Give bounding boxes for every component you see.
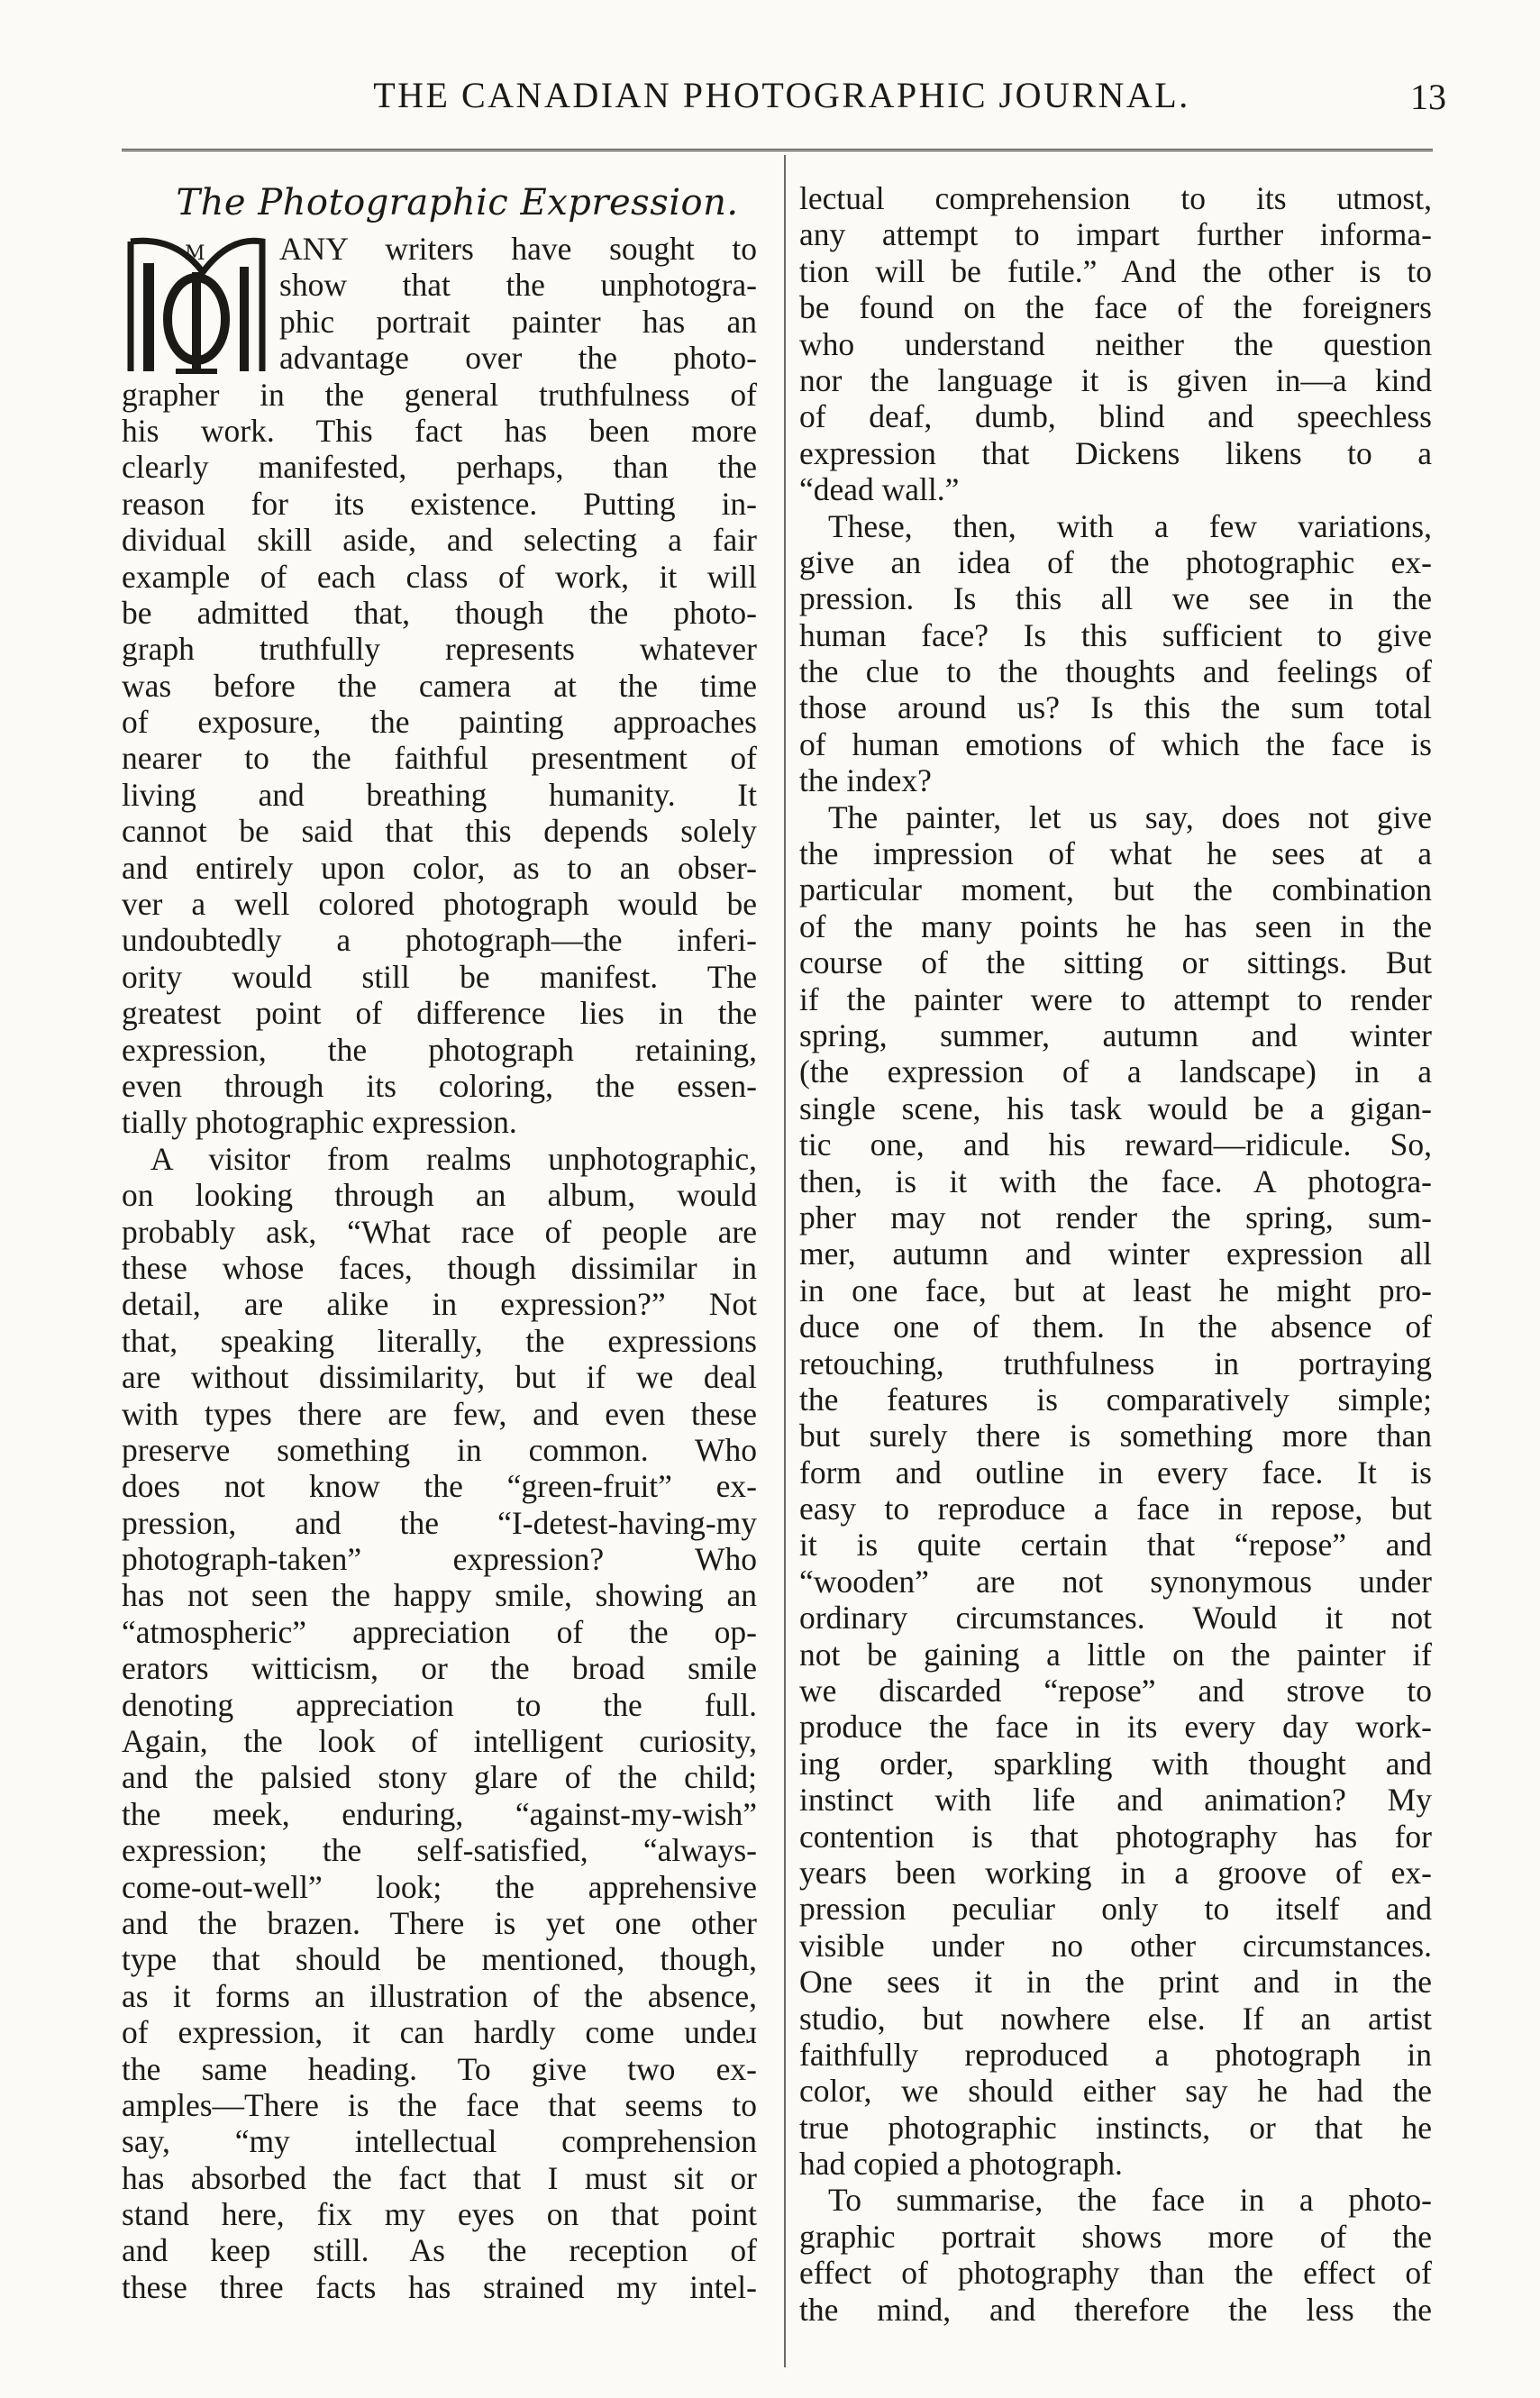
text-line: say, “my intellectual comprehension	[122, 2123, 757, 2160]
text-line: with types there are few, and even these	[122, 1395, 757, 1432]
text-line: pher may not render the spring, sum-	[799, 1199, 1432, 1235]
text-line: be found on the face of the foreigners	[799, 289, 1432, 326]
text-line: the same heading. To give two ex-	[122, 2050, 757, 2087]
text-line: dividual skill aside, and selecting a fair	[122, 522, 757, 559]
text-line: of human emotions of which the face is	[799, 725, 1432, 762]
article-title: The Photographic Expression.	[176, 182, 739, 223]
text-line: expression; the self-satisfied, “always-	[122, 1832, 757, 1869]
text-line: give an idea of the photographic ex-	[799, 543, 1432, 580]
text-line: produce the face in its every day work-	[799, 1709, 1432, 1746]
text-line: then, is it with the face. A photogra-	[799, 1163, 1432, 1199]
text-line: The painter, let us say, does not give	[828, 798, 1432, 835]
left-column	[122, 180, 757, 2305]
text-line: does not know the “green-fruit” ex-	[122, 1468, 757, 1505]
text-line: that, speaking literally, the expressions	[122, 1322, 757, 1359]
text-line: mer, autumn and winter expression all	[799, 1235, 1432, 1272]
text-line: One sees it in the print and in the	[799, 1964, 1432, 2001]
text-line: To summarise, the face in a photo-	[828, 2182, 1432, 2219]
text-line: denoting appreciation to the full.	[122, 1686, 757, 1723]
text-line: was before the camera at the time	[122, 667, 757, 704]
text-line: probably ask, “What race of people are	[122, 1213, 757, 1250]
text-line: Again, the look of intelligent curiosity,	[122, 1723, 757, 1760]
text-line: the mind, and therefore the less the	[799, 2291, 1432, 2328]
text-line: years been working in a groove of ex-	[799, 1854, 1432, 1891]
right-column	[799, 180, 1432, 2328]
text-line: visible under no other circumstances.	[799, 1927, 1432, 1964]
text-line: easy to reproduce a face in repose, but	[799, 1491, 1432, 1527]
text-line: tion will be futile.” And the other is to	[799, 252, 1432, 289]
text-line: the impression of what he sees at a	[799, 835, 1432, 872]
text-line: who understand neither the question	[799, 325, 1432, 362]
right-column-text	[799, 180, 1432, 2328]
text-line: ordinary circumstances. Would it not	[799, 1600, 1432, 1637]
text-line: greatest point of difference lies in the	[122, 995, 757, 1032]
header-rule	[122, 149, 1433, 151]
text-line: but surely there is something more than	[799, 1418, 1432, 1454]
text-line: had copied a photograph.	[799, 2146, 1123, 2183]
text-line: be admitted that, though the photo-	[122, 594, 757, 631]
text-line: and entirely upon color, as to an obser-	[122, 849, 757, 886]
text-line: expression that Dickens likens to a	[799, 434, 1432, 471]
text-line: spring, summer, autumn and winter	[799, 1017, 1432, 1053]
text-line: graph truthfully represents whatever	[122, 631, 757, 668]
text-line: come-out-well” look; the apprehensive	[122, 1868, 757, 1905]
text-line: A visitor from realms unphotographic,	[150, 1140, 757, 1177]
text-line: These, then, with a few variations,	[828, 507, 1432, 544]
text-line: photograph-taken” expression? Who	[122, 1541, 757, 1578]
text-line: advantage over the photo-	[279, 340, 757, 377]
text-line: has absorbed the fact that I must sit or	[122, 2159, 757, 2196]
text-line: ority would still be manifest. The	[122, 958, 757, 995]
text-line: undoubtedly a photograph—the inferi-	[122, 922, 757, 959]
text-line: as it forms an illustration of the absence,	[122, 1977, 757, 2014]
text-line: of exposure, the painting approaches	[122, 704, 757, 741]
text-line: “dead wall.”	[799, 471, 960, 508]
text-line: not be gaining a little on the painter if	[799, 1636, 1432, 1673]
text-line: detail, are alike in expression?” Not	[122, 1286, 757, 1323]
text-line: of deaf, dumb, blind and speechless	[799, 398, 1432, 435]
text-line: studio, but nowhere else. If an artist	[799, 2000, 1432, 2037]
text-line: pression. Is this all we see in the	[799, 580, 1432, 617]
text-line: pression, and the “I-detest-having-my	[122, 1504, 757, 1541]
text-line: course of the sitting or sittings. But	[799, 944, 1432, 981]
text-line: and keep still. As the reception of	[122, 2232, 757, 2269]
text-line: human face? Is this sufficient to give	[799, 616, 1432, 653]
text-line: “atmospheric” appreciation of the op-	[122, 1613, 757, 1650]
text-line: contention is that photography has for	[799, 1818, 1432, 1855]
text-line: amples—There is the face that seems to	[122, 2086, 757, 2123]
text-line: expression, the photograph retaining,	[122, 1031, 757, 1068]
text-line: phic portrait painter has an	[279, 303, 757, 340]
text-line: grapher in the general truthfulness of	[122, 376, 757, 413]
text-line: tially photographic expression.	[122, 1104, 517, 1141]
text-line: and the palsied stony glare of the child;	[122, 1759, 757, 1796]
journal-title: THE CANADIAN PHOTOGRAPHIC JOURNAL.	[373, 75, 1190, 115]
text-line: graphic portrait shows more of the	[799, 2218, 1432, 2255]
text-line: and the brazen. There is yet one other	[122, 1904, 757, 1941]
column-divider	[784, 155, 786, 2367]
text-line: those around us? Is this the sum total	[799, 689, 1432, 726]
text-line: any attempt to impart further informa-	[799, 216, 1432, 253]
text-line: these three facts has strained my intel-	[122, 2268, 757, 2305]
text-line: nearer to the faithful presentment of	[122, 740, 757, 777]
text-line: particular moment, but the combination	[799, 871, 1432, 908]
text-line: in one face, but at least he might pro-	[799, 1272, 1432, 1308]
text-line: if the painter were to attempt to render	[799, 980, 1432, 1017]
text-line: erators witticism, or the broad smile	[122, 1650, 757, 1687]
text-line: of expression, it can hardly come undeɹ	[122, 2014, 757, 2051]
text-line: single scene, his task would be a gigan-	[799, 1090, 1432, 1126]
text-line: stand here, fix my eyes on that point	[122, 2196, 757, 2233]
text-line: the features is comparatively simple;	[799, 1381, 1432, 1418]
drop-cap-ornament	[122, 236, 268, 382]
text-line: instinct with life and animation? My	[799, 1782, 1432, 1819]
text-line: reason for its existence. Putting in-	[122, 485, 757, 522]
text-line: pression peculiar only to itself and	[799, 1891, 1432, 1928]
text-line: ing order, sparkling with thought and	[799, 1745, 1432, 1782]
text-line: “wooden” are not synonymous under	[799, 1563, 1432, 1600]
text-line: duce one of them. In the absence of	[799, 1308, 1432, 1345]
text-line: even through its coloring, the essen-	[122, 1067, 757, 1104]
text-line: show that the unphotogra-	[279, 267, 757, 304]
text-line: clearly manifested, perhaps, than the	[122, 449, 757, 486]
text-line: example of each class of work, it will	[122, 558, 757, 595]
text-line: it is quite certain that “repose” and	[799, 1527, 1432, 1564]
text-line: ver a well colored photograph would be	[122, 886, 757, 923]
text-line: retouching, truthfulness in portraying	[799, 1345, 1432, 1381]
text-line: tic one, and his reward—ridicule. So,	[799, 1126, 1432, 1163]
text-line: cannot be said that this depends solely	[122, 813, 757, 850]
page-number: 13	[1410, 77, 1446, 117]
text-line: effect of photography than the effect of	[799, 2255, 1432, 2292]
text-line: type that should be mentioned, though,	[122, 1941, 757, 1978]
text-line: faithfully reproduced a photograph in	[799, 2036, 1432, 2073]
text-line: living and breathing humanity. It	[122, 776, 757, 813]
text-line: lectual comprehension to its utmost,	[799, 180, 1432, 216]
text-line: ANY writers have sought to	[279, 231, 757, 267]
text-line: has not seen the happy smile, showing an	[122, 1577, 757, 1614]
text-line: are without dissimilarity, but if we deal	[122, 1359, 757, 1396]
text-line: nor the language it is given in—a kind	[799, 361, 1432, 398]
drop-cap-letter: M	[185, 242, 205, 265]
text-line: form and outline in every face. It is	[799, 1454, 1432, 1491]
running-header	[117, 74, 1446, 128]
text-line: we discarded “repose” and strove to	[799, 1673, 1432, 1710]
text-line: true photographic instincts, or that he	[799, 2109, 1432, 2146]
text-line: color, we should either say he had the	[799, 2073, 1432, 2110]
text-line: the clue to the thoughts and feelings of	[799, 653, 1432, 690]
text-line: preserve something in common. Who	[122, 1431, 757, 1468]
text-line: of the many points he has seen in the	[799, 907, 1432, 944]
text-line: the meek, enduring, “against-my-wish”	[122, 1795, 757, 1832]
text-line: these whose faces, though dissimilar in	[122, 1249, 757, 1286]
text-line: his work. This fact has been more	[122, 412, 757, 449]
left-column-text	[122, 231, 757, 2305]
text-line: (the expression of a landscape) in a	[799, 1053, 1432, 1090]
text-line: the index?	[799, 762, 932, 799]
text-line: on looking through an album, would	[122, 1177, 757, 1214]
